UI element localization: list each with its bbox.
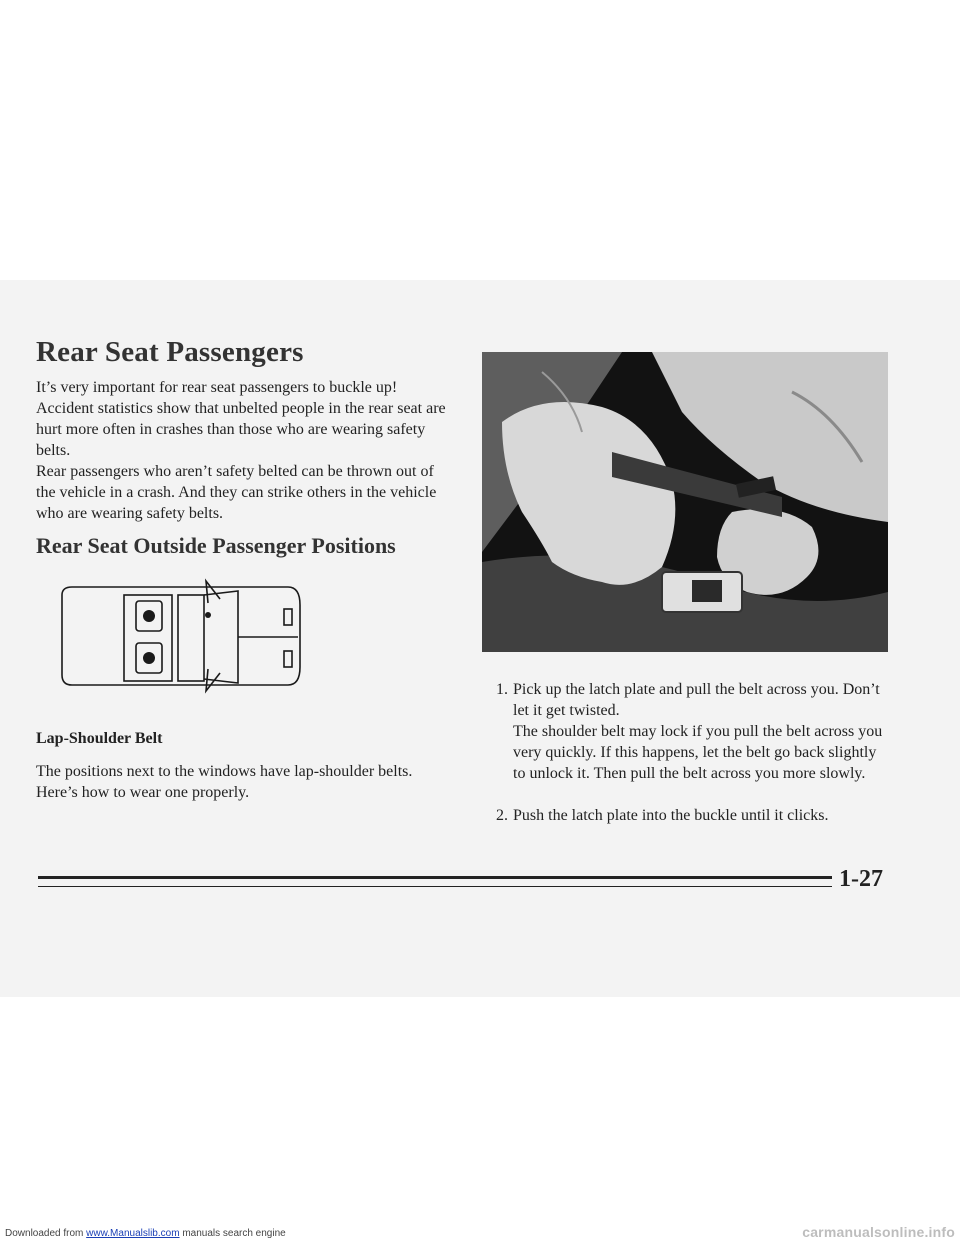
section-subtitle: Rear Seat Outside Passenger Positions <box>36 533 396 558</box>
latch-plate-buckle-photo <box>482 352 888 652</box>
step-1-number: 1. <box>496 681 508 698</box>
intro-paragraph-2: Rear passengers who aren’t safety belted can be thrown out of the vehicle in a crash. And they can strike others in the vehicle who are wearing safety belts. <box>36 463 437 522</box>
site-watermark: carmanualsonline.info <box>802 1224 955 1240</box>
footer-prefix: Downloaded from <box>5 1228 84 1239</box>
step-2 <box>496 805 886 826</box>
step-1 <box>496 679 886 721</box>
car-top-view-seat-positions-icon <box>58 575 304 695</box>
footer-suffix: manuals search engine <box>182 1228 286 1239</box>
step-1-text: Pick up the latch plate and pull the belt across you. Don’t let it get twisted. <box>513 681 880 719</box>
step-1-note: The shoulder belt may lock if you pull the belt across you very quickly. If this happens, let the belt go back slightly to unlock it. Then pull the belt across you more slowly. <box>513 723 883 782</box>
manualslib-link[interactable]: www.Manualslib.com <box>86 1228 180 1239</box>
bottom-rule-thick <box>38 876 832 879</box>
bottom-rule-thin <box>38 886 832 887</box>
lap-shoulder-paragraph: The positions next to the windows have lap-shoulder belts. Here’s how to wear one properly. <box>36 763 413 801</box>
page-title: Rear Seat Passengers <box>36 336 304 368</box>
intro-paragraph-1: It’s very important for rear seat passengers to buckle up! Accident statistics show that unbelted people in the rear seat are hurt more often in crashes than those who are wearing safety belts. <box>36 379 446 459</box>
download-footer <box>5 1228 286 1239</box>
step-2-number: 2. <box>496 807 508 824</box>
lap-shoulder-heading: Lap-Shoulder Belt <box>36 730 163 747</box>
page-number: 1-27 <box>839 866 883 892</box>
step-2-text: Push the latch plate into the buckle until it clicks. <box>513 807 829 824</box>
